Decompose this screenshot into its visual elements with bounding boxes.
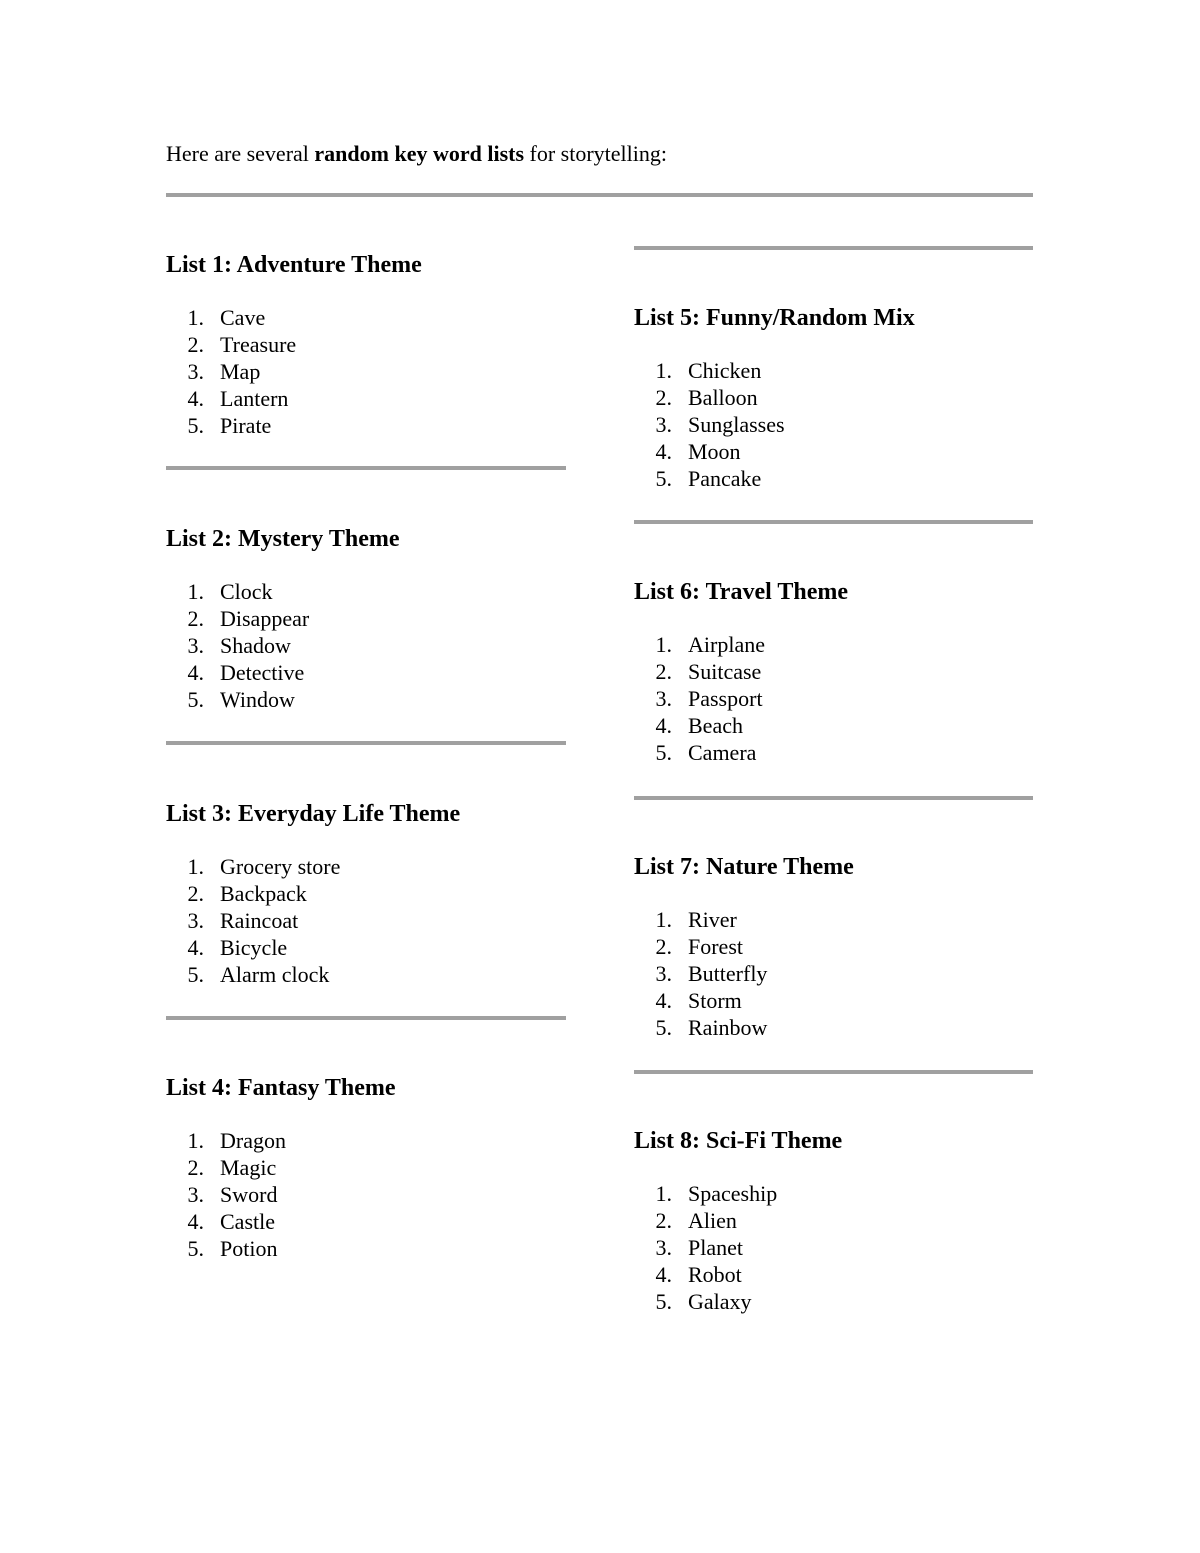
list-title: List 7: Nature Theme [634, 854, 854, 880]
list-item: 5. Window [187, 687, 295, 712]
list-item: 1. River [655, 907, 737, 932]
list-section-4 [166, 1073, 396, 1262]
list-item: 4. Beach [655, 713, 743, 738]
divider-right-3 [634, 1070, 1033, 1074]
list-title: List 4: Fantasy Theme [166, 1075, 396, 1101]
list-item: 2. Disappear [187, 606, 310, 631]
word-list [634, 357, 915, 492]
list-item: 4. Lantern [187, 386, 289, 411]
list-section-7 [634, 852, 854, 1041]
divider-left-2 [166, 741, 566, 745]
list-section-3 [166, 799, 460, 988]
list-item: 2. Magic [187, 1155, 277, 1180]
intro-text-bold: random key word lists [314, 141, 525, 166]
list-item: 1. Dragon [187, 1128, 286, 1153]
divider-right-1 [634, 520, 1033, 524]
list-item: 4. Castle [187, 1209, 275, 1234]
list-section-5 [634, 303, 915, 492]
list-item: 3. Sword [187, 1182, 278, 1207]
divider-left-1 [166, 466, 566, 470]
word-list [166, 1127, 396, 1262]
list-section-8 [634, 1126, 842, 1315]
list-item: 4. Detective [187, 660, 305, 685]
list-item: 5. Pirate [187, 413, 272, 438]
divider-left-3 [166, 1016, 566, 1020]
word-list [166, 304, 422, 439]
list-item: 3. Passport [655, 686, 763, 711]
list-item: 5. Pancake [655, 466, 762, 491]
list-item: 3. Map [187, 359, 261, 384]
list-item: 5. Camera [655, 740, 757, 765]
list-item: 1. Grocery store [187, 854, 341, 879]
list-item: 3. Sunglasses [655, 412, 785, 437]
list-item: 2. Alien [655, 1208, 737, 1233]
list-item: 2. Forest [655, 934, 743, 959]
list-item: 3. Planet [655, 1235, 743, 1260]
list-item: 3. Butterfly [655, 961, 768, 986]
list-item: 5. Rainbow [655, 1015, 768, 1040]
list-item: 2. Suitcase [655, 659, 762, 684]
list-item: 4. Bicycle [187, 935, 288, 960]
divider-top [166, 193, 1033, 197]
list-item: 2. Treasure [187, 332, 297, 357]
intro-text-after: for storytelling: [524, 141, 668, 166]
list-item: 4. Robot [655, 1262, 742, 1287]
list-item: 2. Balloon [655, 385, 758, 410]
list-title: List 3: Everyday Life Theme [166, 801, 461, 827]
word-list [166, 853, 460, 988]
divider-right-top [634, 246, 1033, 250]
list-title: List 6: Travel Theme [634, 579, 848, 605]
list-title: List 8: Sci-Fi Theme [634, 1128, 843, 1154]
word-list [166, 578, 400, 713]
list-section-6 [634, 577, 848, 766]
divider-right-2 [634, 796, 1033, 800]
list-item: 1. Clock [187, 579, 273, 604]
word-list [634, 631, 848, 766]
list-section-1 [166, 250, 422, 439]
intro-text-before: Here are several [166, 141, 315, 166]
list-section-2 [166, 524, 400, 713]
list-item: 3. Shadow [187, 633, 291, 658]
list-item: 5. Potion [187, 1236, 278, 1261]
list-item: 4. Moon [655, 439, 741, 464]
list-item: 5. Alarm clock [187, 962, 330, 987]
list-item: 4. Storm [655, 988, 742, 1013]
list-item: 1. Chicken [655, 358, 762, 383]
list-item: 3. Raincoat [187, 908, 299, 933]
intro-text [166, 140, 667, 168]
list-item: 5. Galaxy [655, 1289, 752, 1314]
word-list [634, 906, 854, 1041]
list-title: List 2: Mystery Theme [166, 526, 400, 552]
list-item: 1. Spaceship [655, 1181, 778, 1206]
list-title: List 5: Funny/Random Mix [634, 305, 915, 331]
list-item: 1. Airplane [655, 632, 765, 657]
word-list [634, 1180, 842, 1315]
list-item: 1. Cave [187, 305, 266, 330]
list-item: 2. Backpack [187, 881, 307, 906]
list-title: List 1: Adventure Theme [166, 252, 422, 278]
